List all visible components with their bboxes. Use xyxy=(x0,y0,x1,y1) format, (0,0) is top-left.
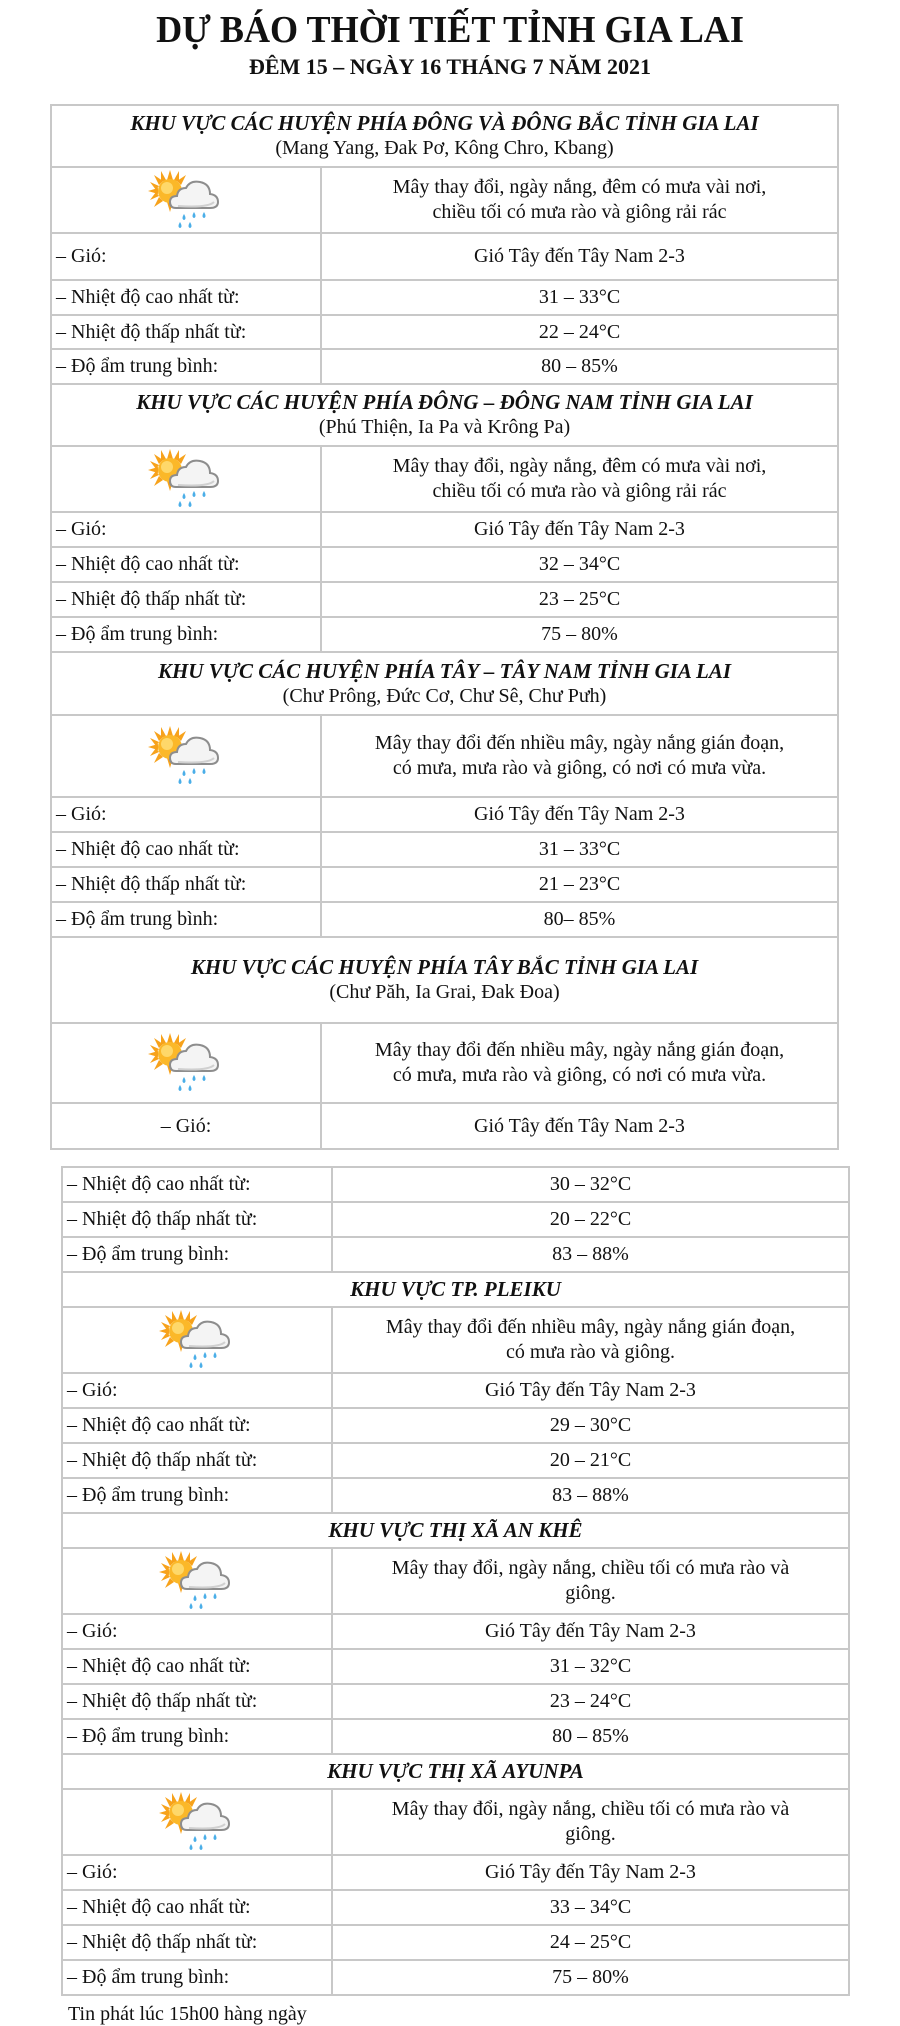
weather-description xyxy=(321,715,838,797)
table-row xyxy=(62,1890,849,1925)
max-temp-label: – Nhiệt độ cao nhất từ: xyxy=(51,280,321,315)
weather-description xyxy=(332,1307,849,1373)
description-line: có mưa rào và giông. xyxy=(505,1341,676,1363)
region-header xyxy=(51,105,838,167)
wind-value: Gió Tây đến Tây Nam 2-3 xyxy=(332,1614,849,1649)
table-row xyxy=(62,1408,849,1443)
max-temp-value: 31 – 32°C xyxy=(332,1649,849,1684)
table-row xyxy=(51,280,838,315)
min-temp-value: 23 – 25°C xyxy=(321,582,838,617)
icon-cell xyxy=(51,167,321,233)
table-row xyxy=(62,1237,849,1272)
icon-cell xyxy=(62,1548,332,1614)
table-row xyxy=(51,797,838,832)
wind-label: – Gió: xyxy=(62,1614,332,1649)
weather-description xyxy=(332,1548,849,1614)
max-temp-value: 31 – 33°C xyxy=(321,832,838,867)
table-row xyxy=(62,1478,849,1513)
description-line: Mây thay đổi đến nhiều mây, ngày nắng gián đoạn, xyxy=(385,1316,796,1338)
min-temp-value: 24 – 25°C xyxy=(332,1925,849,1960)
description-line: giông. xyxy=(565,1823,616,1845)
forecast-table-1 xyxy=(50,104,839,1150)
max-temp-value: 31 – 33°C xyxy=(321,280,838,315)
max-temp-label: – Nhiệt độ cao nhất từ: xyxy=(51,832,321,867)
humidity-label: – Độ ẩm trung bình: xyxy=(51,902,321,937)
min-temp-label: – Nhiệt độ thấp nhất từ: xyxy=(51,582,321,617)
table-row xyxy=(51,902,838,937)
wind-value: Gió Tây đến Tây Nam 2-3 xyxy=(321,1103,838,1149)
table-row xyxy=(51,617,838,652)
wind-label: – Gió: xyxy=(51,512,321,547)
min-temp-label: – Nhiệt độ thấp nhất từ: xyxy=(51,867,321,902)
region-header xyxy=(62,1272,849,1307)
forecast-table-2 xyxy=(61,1166,850,1996)
description-line: giông. xyxy=(565,1582,616,1604)
min-temp-value: 20 – 22°C xyxy=(332,1202,849,1237)
region-districts: (Chư Păh, Ia Grai, Đak Đoa) xyxy=(329,981,560,1003)
region-header-row xyxy=(51,105,838,167)
weather-description xyxy=(332,1789,849,1855)
table-row xyxy=(51,233,838,280)
humidity-value: 83 – 88% xyxy=(332,1478,849,1513)
region-title: KHU VỰC CÁC HUYỆN PHÍA ĐÔNG VÀ ĐÔNG BẮC TỈNH GIA LAI xyxy=(130,111,759,135)
description-line: Mây thay đổi đến nhiều mây, ngày nắng gián đoạn, xyxy=(374,732,785,754)
min-temp-label: – Nhiệt độ thấp nhất từ: xyxy=(62,1684,332,1719)
weather-row xyxy=(51,167,838,233)
humidity-value: 80– 85% xyxy=(321,902,838,937)
humidity-label: – Độ ẩm trung bình: xyxy=(62,1478,332,1513)
weather-row xyxy=(51,715,838,797)
region-header-row xyxy=(51,937,838,1023)
wind-value: Gió Tây đến Tây Nam 2-3 xyxy=(321,512,838,547)
region-header-row xyxy=(51,652,838,715)
humidity-value: 75 – 80% xyxy=(332,1960,849,1995)
humidity-value: 83 – 88% xyxy=(332,1237,849,1272)
min-temp-label: – Nhiệt độ thấp nhất từ: xyxy=(62,1202,332,1237)
table-row xyxy=(62,1202,849,1237)
footer-note: Tin phát lúc 15h00 hàng ngày xyxy=(68,2003,307,2025)
icon-cell xyxy=(62,1789,332,1855)
wind-label: – Gió: xyxy=(51,233,321,280)
weather-row xyxy=(51,1023,838,1103)
table-row xyxy=(62,1855,849,1890)
max-temp-label: – Nhiệt độ cao nhất từ: xyxy=(62,1649,332,1684)
region-header xyxy=(51,652,838,715)
humidity-label: – Độ ẩm trung bình: xyxy=(62,1237,332,1272)
max-temp-value: 30 – 32°C xyxy=(332,1167,849,1202)
region-header xyxy=(62,1513,849,1548)
table-row xyxy=(51,547,838,582)
region-title: KHU VỰC THỊ XÃ AYUNPA xyxy=(327,1759,584,1783)
icon-cell xyxy=(51,446,321,512)
region-districts: (Mang Yang, Đak Pơ, Kông Chro, Kbang) xyxy=(275,137,614,159)
humidity-label: – Độ ẩm trung bình: xyxy=(62,1719,332,1754)
max-temp-label: – Nhiệt độ cao nhất từ: xyxy=(62,1890,332,1925)
table-row xyxy=(62,1684,849,1719)
humidity-label: – Độ ẩm trung bình: xyxy=(51,349,321,384)
table-row xyxy=(51,1103,838,1149)
partly-sunny-rain-icon xyxy=(148,724,224,788)
page-title: DỰ BÁO THỜI TIẾT TỈNH GIA LAI xyxy=(156,9,744,51)
page-subtitle: ĐÊM 15 – NGÀY 16 THÁNG 7 NĂM 2021 xyxy=(248,54,652,79)
table-row xyxy=(51,867,838,902)
description-line: có mưa, mưa rào và giông, có nơi có mưa vừa. xyxy=(392,1064,767,1086)
weather-row xyxy=(62,1789,849,1855)
description-line: Mây thay đổi, ngày nắng, chiều tối có mưa rào và xyxy=(391,1557,790,1579)
table-row xyxy=(62,1960,849,1995)
wind-label: – Gió: xyxy=(51,1103,321,1149)
min-temp-label: – Nhiệt độ thấp nhất từ: xyxy=(51,315,321,349)
description-line: có mưa, mưa rào và giông, có nơi có mưa vừa. xyxy=(392,757,767,779)
weather-description xyxy=(321,1023,838,1103)
min-temp-value: 22 – 24°C xyxy=(321,315,838,349)
max-temp-value: 29 – 30°C xyxy=(332,1408,849,1443)
wind-value: Gió Tây đến Tây Nam 2-3 xyxy=(321,797,838,832)
partly-sunny-rain-icon xyxy=(159,1308,235,1372)
region-title: KHU VỰC CÁC HUYỆN PHÍA TÂY BẮC TỈNH GIA LAI xyxy=(190,955,699,979)
region-header xyxy=(51,384,838,446)
wind-label: – Gió: xyxy=(62,1855,332,1890)
min-temp-label: – Nhiệt độ thấp nhất từ: xyxy=(62,1443,332,1478)
table-row xyxy=(62,1925,849,1960)
description-line: chiều tối có mưa rào và giông rải rác xyxy=(432,480,727,502)
humidity-label: – Độ ẩm trung bình: xyxy=(51,617,321,652)
icon-cell xyxy=(62,1307,332,1373)
table-row xyxy=(51,315,838,349)
region-title: KHU VỰC CÁC HUYỆN PHÍA ĐÔNG – ĐÔNG NAM TỈNH GIA LAI xyxy=(136,390,753,414)
partly-sunny-rain-icon xyxy=(148,1031,224,1095)
table-row xyxy=(51,349,838,384)
table-row xyxy=(62,1649,849,1684)
weather-row xyxy=(51,446,838,512)
description-line: Mây thay đổi đến nhiều mây, ngày nắng gián đoạn, xyxy=(374,1039,785,1061)
max-temp-value: 33 – 34°C xyxy=(332,1890,849,1925)
max-temp-label: – Nhiệt độ cao nhất từ: xyxy=(62,1408,332,1443)
region-title: KHU VỰC CÁC HUYỆN PHÍA TÂY – TÂY NAM TỈNH GIA LAI xyxy=(157,658,732,683)
region-header-row xyxy=(62,1272,849,1307)
weather-description xyxy=(321,167,838,233)
humidity-value: 80 – 85% xyxy=(332,1719,849,1754)
region-title: KHU VỰC TP. PLEIKU xyxy=(350,1277,561,1301)
wind-label: – Gió: xyxy=(62,1373,332,1408)
region-header-row xyxy=(62,1513,849,1548)
humidity-value: 75 – 80% xyxy=(321,617,838,652)
max-temp-value: 32 – 34°C xyxy=(321,547,838,582)
weather-row xyxy=(62,1548,849,1614)
region-header xyxy=(51,937,838,1023)
min-temp-value: 23 – 24°C xyxy=(332,1684,849,1719)
wind-value: Gió Tây đến Tây Nam 2-3 xyxy=(332,1855,849,1890)
min-temp-value: 20 – 21°C xyxy=(332,1443,849,1478)
partly-sunny-rain-icon xyxy=(159,1549,235,1613)
table-row xyxy=(62,1373,849,1408)
region-header-row xyxy=(51,384,838,446)
icon-cell xyxy=(51,1023,321,1103)
partly-sunny-rain-icon xyxy=(159,1790,235,1854)
humidity-label: – Độ ẩm trung bình: xyxy=(62,1960,332,1995)
region-header xyxy=(62,1754,849,1789)
wind-label: – Gió: xyxy=(51,797,321,832)
table-row xyxy=(51,512,838,547)
table-row xyxy=(62,1719,849,1754)
min-temp-value: 21 – 23°C xyxy=(321,867,838,902)
min-temp-label: – Nhiệt độ thấp nhất từ: xyxy=(62,1925,332,1960)
region-title: KHU VỰC THỊ XÃ AN KHÊ xyxy=(328,1518,583,1542)
table-row xyxy=(51,582,838,617)
table-row xyxy=(62,1614,849,1649)
description-line: Mây thay đổi, ngày nắng, chiều tối có mưa rào và xyxy=(391,1798,790,1820)
region-header-row xyxy=(62,1754,849,1789)
weather-description xyxy=(321,446,838,512)
weather-row xyxy=(62,1307,849,1373)
region-districts: (Chư Prông, Đức Cơ, Chư Sê, Chư Pưh) xyxy=(282,684,607,707)
description-line: Mây thay đổi, ngày nắng, đêm có mưa vài nơi, xyxy=(392,455,767,477)
table-row xyxy=(62,1167,849,1202)
wind-value: Gió Tây đến Tây Nam 2-3 xyxy=(332,1373,849,1408)
humidity-value: 80 – 85% xyxy=(321,349,838,384)
icon-cell xyxy=(51,715,321,797)
partly-sunny-rain-icon xyxy=(148,168,224,232)
table-row xyxy=(62,1443,849,1478)
wind-value: Gió Tây đến Tây Nam 2-3 xyxy=(321,233,838,280)
partly-sunny-rain-icon xyxy=(148,447,224,511)
description-line: chiều tối có mưa rào và giông rải rác xyxy=(432,201,727,223)
table-row xyxy=(51,832,838,867)
max-temp-label: – Nhiệt độ cao nhất từ: xyxy=(62,1167,332,1202)
description-line: Mây thay đổi, ngày nắng, đêm có mưa vài nơi, xyxy=(392,176,767,198)
region-districts: (Phú Thiện, Ia Pa và Krông Pa) xyxy=(318,416,571,438)
max-temp-label: – Nhiệt độ cao nhất từ: xyxy=(51,547,321,582)
